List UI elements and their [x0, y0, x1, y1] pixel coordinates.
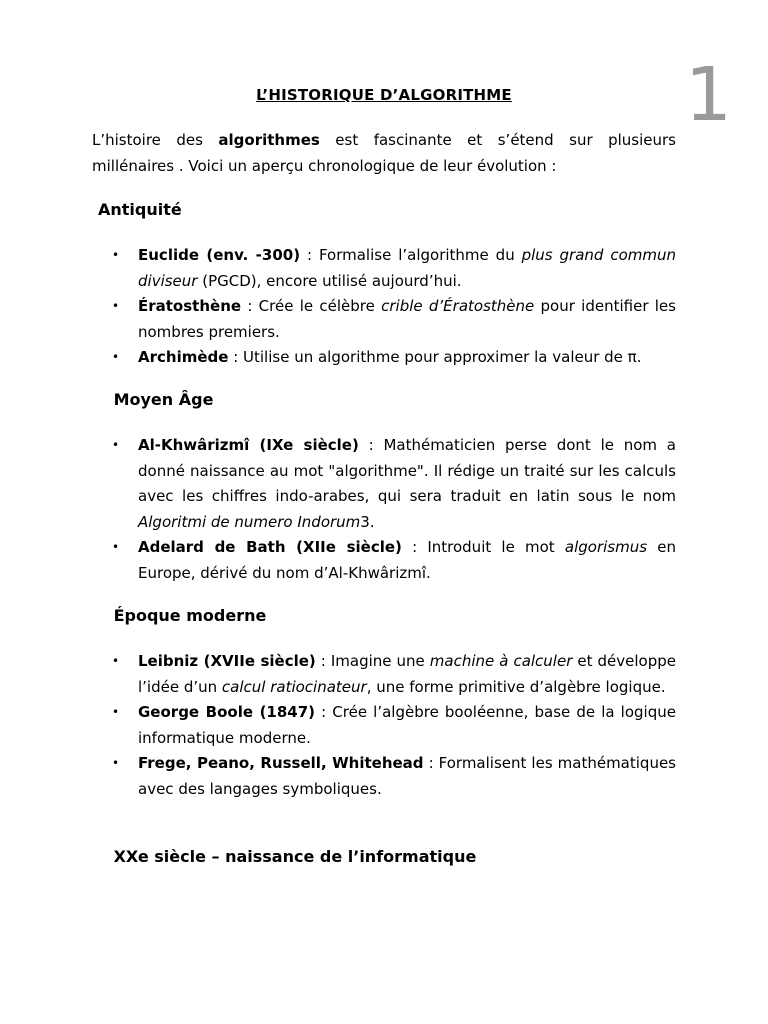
intro-paragraph: L’histoire des algorithmes est fascinante et s’étend sur plusieurs millénaires . Voici un aperçu chronologique de leur évolution : — [92, 131, 676, 175]
list-epoque-moderne — [92, 649, 676, 802]
list-item: • Frege, Peano, Russell, Whitehead : Formalisent les mathématiques avec des langages symboliques. — [112, 754, 676, 798]
section-heading-xxe-siecle: XXe siècle – naissance de l’informatique — [113, 847, 477, 866]
intro-bold-term: algorithmes — [218, 131, 320, 149]
section-heading-antiquite: Antiquité — [98, 200, 182, 219]
list-item: • Al-Khwârizmî (IXe siècle) : Mathématicien perse dont le nom a donné naissance au mot "algorithme". Il rédige un traité sur les calculs avec les chiffres indo-arabes, qui sera traduit en latin sous le nom Algoritmi de numero Indorum3. — [112, 436, 676, 531]
list-item: • George Boole (1847) : Crée l’algèbre booléenne, base de la logique informatique moderne. — [112, 703, 676, 747]
list-item: • Archimède : Utilise un algorithme pour approximer la valeur de π. — [112, 348, 642, 366]
list-item: • Ératosthène : Crée le célèbre crible d’Ératosthène pour identifier les nombres premiers. — [112, 297, 676, 341]
list-item: • Adelard de Bath (XIIe siècle) : Introduit le mot algorismus en Europe, dérivé du nom d’Al-Khwârizmî. — [112, 538, 676, 582]
section-heading-moyen-age: Moyen Âge — [113, 390, 214, 409]
page-number: 1 — [684, 52, 732, 138]
document-title: L’HISTORIQUE D’ALGORITHME — [256, 86, 512, 104]
list-moyen-age — [92, 433, 676, 586]
list-item: • Euclide (env. -300) : Formalise l’algorithme du plus grand commun diviseur (PGCD), encore utilisé aujourd’hui. — [112, 246, 676, 290]
section-heading-epoque-moderne: Époque moderne — [113, 606, 267, 625]
list-antiquite — [92, 243, 676, 371]
list-item: • Leibniz (XVIIe siècle) : Imagine une machine à calculer et développe l’idée d’un calcul ratiocinateur, une forme primitive d’algèbre logique. — [112, 652, 676, 696]
